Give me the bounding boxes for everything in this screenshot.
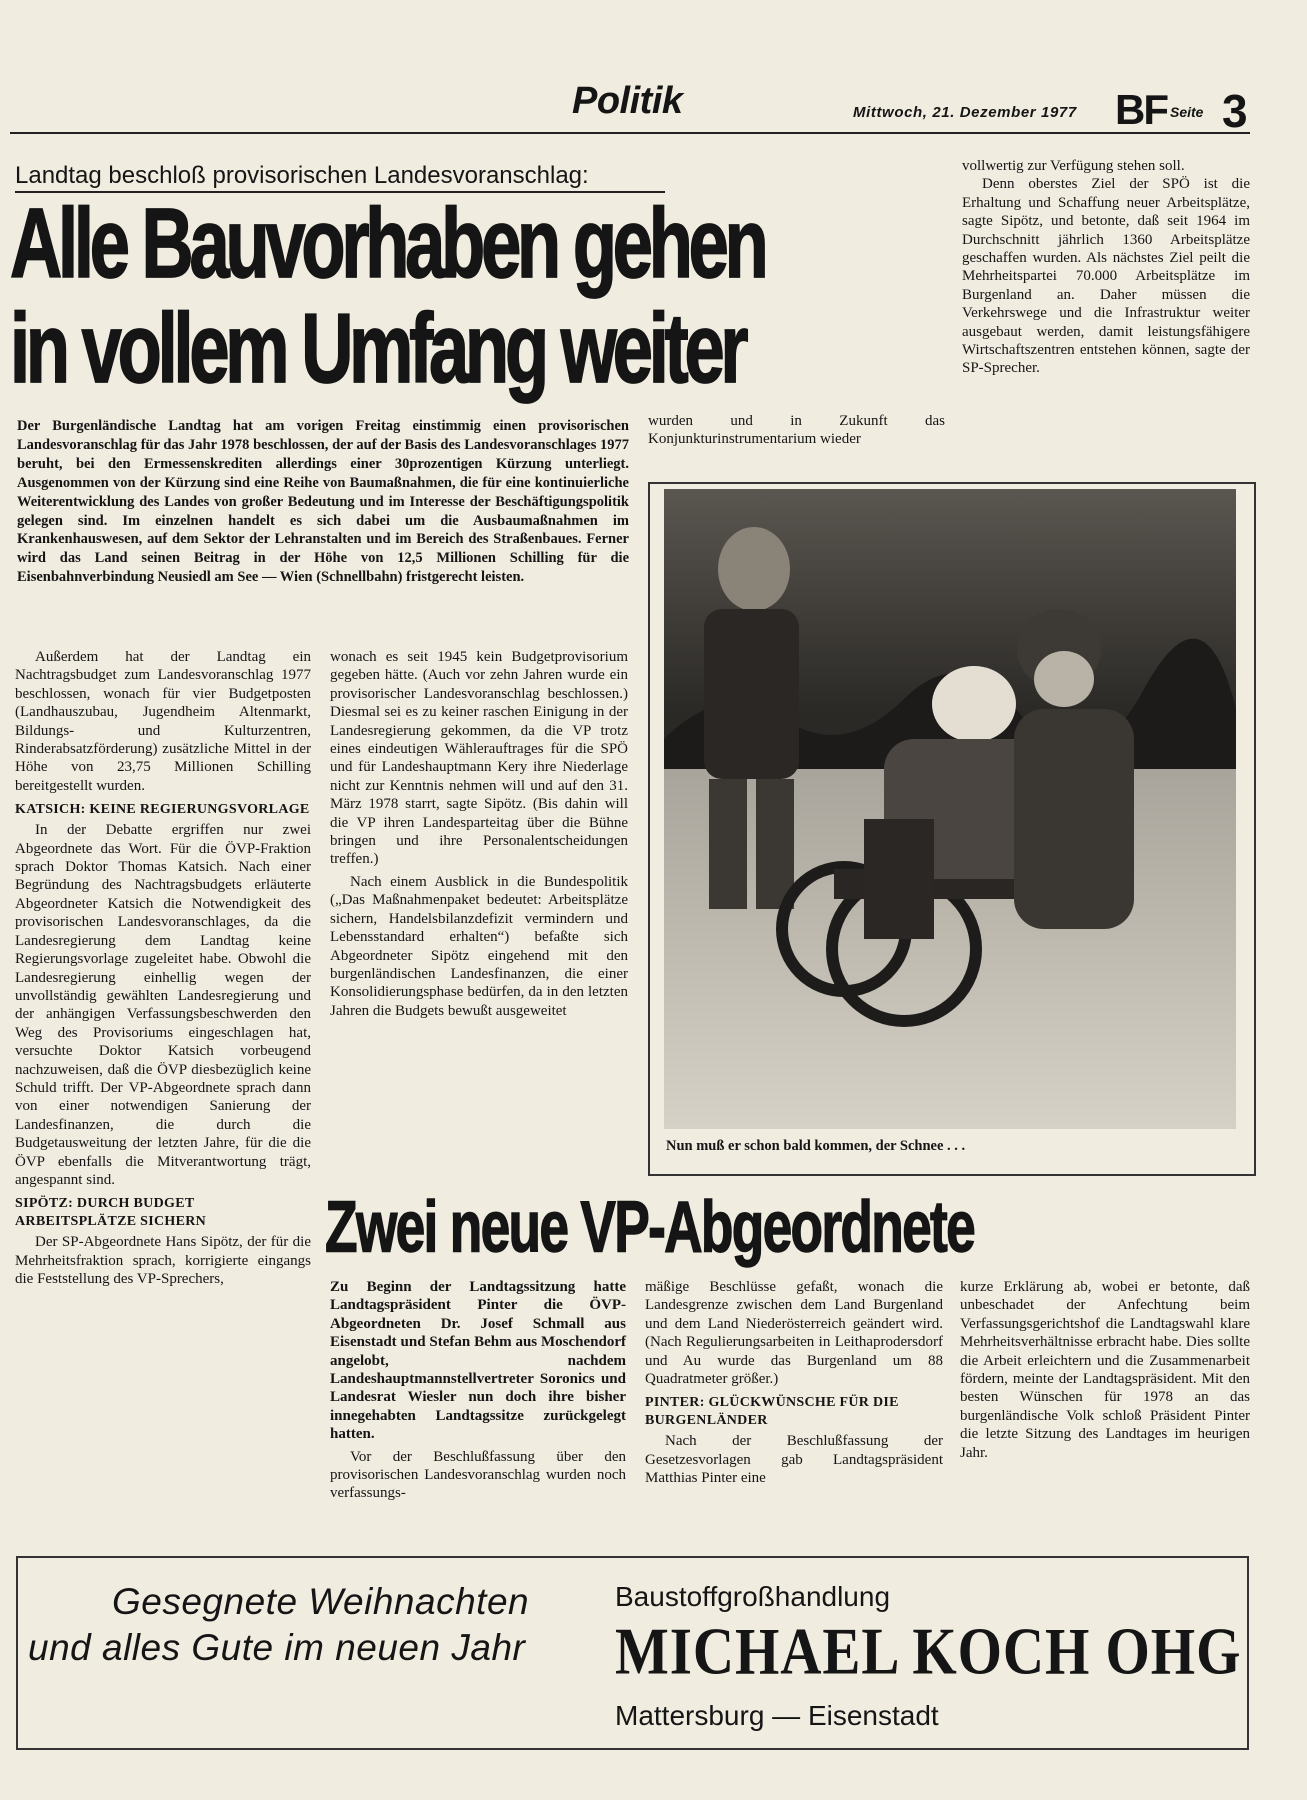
article-kicker: Landtag beschloß provisorischen Landesvoranschlag:: [15, 162, 665, 193]
header-rule: [10, 132, 1250, 134]
paragraph: vollwertig zur Verfügung stehen soll.: [962, 158, 1185, 174]
photo-children-sled: [664, 489, 1236, 1129]
ad-company-name: MICHAEL KOCH OHG: [615, 1615, 1242, 1689]
article2-column-2: [645, 1278, 943, 1488]
paragraph: Vor der Beschlußfassung über den provisorischen Landesvoranschlag wurden noch verfassungs-: [330, 1448, 626, 1502]
ad-business-type: Baustoffgroßhandlung: [615, 1581, 891, 1612]
article2-column-3: kurze Erklärung ab, wobei er betonte, daß unbeschadet der Anfechtung beim Verfassungsgerichtshof die Landtagswahl klare Mehrheitsverhältnisse erbracht habe. Dies sollte die Arbeit erleichtern und die Zusammenarbeit fördern, meinte der Landtagspräsident. Mit den besten Wünschen für 1978 an das burgenländische Volk schloß Präsident Pinter die letzte Sitzung des Landtages im heurigen Jahr.: [960, 1279, 1250, 1461]
paragraph: In der Debatte ergriffen nur zwei Abgeordnete das Wort. Für die ÖVP-Fraktion sprach Doktor Thomas Katsich. Nach einer Begründung des Nachtragsbudgets erläuterte Abgeordneter Katsich die Notwendigkeit des provisorischen Landesvoranschlages, da die Landesregierung dem Landtag keine Regierungsvorlage zugeleitet habe. Obwohl die Landesregierung einhellig wegen der unvollständig gewählten Landesregierung und der anhängigen Verfassungsbeschwerden den Weg des Provisoriums eingeschlagen hat, versuchte Doktor Katsich vorbeugend nachzuweisen, daß die ÖVP diesbezüglich keine Schuld trifft. Der VP-Abgeordnete sprach dann von einer notwendigen Sanierung der Landesfinanzen, die durch die Budgetausweitung der letzten Jahre, für die die ÖVP ebenfalls die Mitverantwortung trägt, angespannt sind.: [15, 822, 311, 1188]
page-number: 3: [1222, 85, 1248, 137]
photo-caption: Nun muß er schon bald kommen, der Schnee . . .: [666, 1138, 966, 1154]
headline-line-1: Alle Bauvorhaben gehen: [10, 189, 765, 299]
paragraph: Nach der Beschlußfassung der Gesetzesvorlagen gab Landtagspräsident Matthias Pinter eine: [645, 1433, 943, 1487]
page-label: Seite: [1170, 104, 1204, 120]
headline-second-article: Zwei neue VP-Abgeordnete: [325, 1187, 975, 1268]
article2-column-1: [330, 1278, 626, 1503]
headline-line-2: in vollem Umfang weiter: [10, 294, 745, 404]
paragraph: Der SP-Abgeordnete Hans Sipötz, der für die Mehrheitsfraktion sprach, korrigierte eingangs die Feststellung des VP-Sprechers,: [15, 1234, 311, 1288]
paragraph: mäßige Beschlüsse gefaßt, wonach die Landesgrenze zwischen dem Land Burgenland und dem Land Niederösterreich geändert wird. (Nach Regulierungsarbeiten in Leithaprodersdorf und Au wurde das Burgenland um 88 Quadratmeter größer.): [645, 1279, 943, 1388]
section-title: Politik: [572, 80, 683, 122]
article-column-1: [15, 648, 311, 1289]
article-column-4: [962, 157, 1250, 378]
ad-locations: Mattersburg — Eisenstadt: [615, 1700, 939, 1731]
ad-greeting-line-1: Gesegnete Weihnachten: [112, 1581, 530, 1622]
article-column-3: wurden und in Zukunft das Konjunkturinstrumentarium wieder: [648, 413, 945, 448]
paragraph: wonach es seit 1945 kein Budgetprovisorium gegeben hätte. (Auch vor zehn Jahren wurde ein provisorischer Landesvoranschlag beschlossen.) Diesmal sei es zu keiner raschen Einigung in der Landesregierung gekommen, da die VP trotz eines eindeutigen Wählerauftrages für die SPÖ und für Landeshauptmann Kery ihre Niederlage nicht zur Kenntnis nehmen will und auf den 31. März 1978 starrt, sagte Sipötz. (Bis dahin will die VP ihren Landesparteitag über die Bühne bringen und ihre Personalentscheidungen treffen.): [330, 649, 628, 868]
article-column-2: [330, 648, 628, 1020]
subheading: KATSICH: KEINE REGIERUNGSVORLAGE: [15, 802, 310, 818]
paragraph-lead: Zu Beginn der Landtagssitzung hatte Landtagspräsident Pinter die ÖVP-Abgeordneten Dr. Josef Schmall aus Eisenstadt und Stefan Behm aus Moschendorf angelobt, nachdem Landeshauptmannstellvertreter Soronics und Landesrat Wiesler nun doch ihre bisher innegehabten Landtagssitze zurückgelegt hatten.: [330, 1279, 626, 1443]
article-lead: Der Burgenländische Landtag hat am vorigen Freitag einstimmig einen provisorischen Landesvoranschlag für das Jahr 1978 beschlossen, der auf der Basis des Landesvoranschlages 1977 beruht, bei den Ermessenskrediten allerdings einer 30prozentigen Kürzung unterliegt. Ausgenommen von der Kürzung sind eine Reihe von Baumaßnahmen, die für eine kontinuierliche Weiterentwicklung des Landes von großer Bedeutung und im Interesse der Beschäftigungspolitik gelegen sind. Im einzelnen handelt es sich dabei um die Ausbaumaßnahmen im Krankenhauswesen, auf dem Sektor der Lehranstalten und im Bereich des Straßenbaues. Ferner wird das Land seinen Beitrag in der Höhe von 12,5 Millionen Schilling für die Eisenbahnverbindung Neusiedl am See — Wien (Schnellbahn) fristgerecht leisten.: [17, 418, 629, 586]
paragraph: Nach einem Ausblick in die Bundespolitik („Das Maßnahmenpaket bedeutet: Arbeitsplätze sichern, Handelsbilanzdefizit vermindern und Lebensstandard erhalten“) befaßte sich Abgeordneter Sipötz eingehend mit den burgenländischen Landesfinanzen, die einer Konsolidierungsphase bedürfen, da in den letzten Jahren die Budgets bewußt ausgeweitet: [330, 873, 628, 1019]
paragraph: Außerdem hat der Landtag ein Nachtragsbudget zum Landesvoranschlag 1977 beschlossen, wonach für vier Budgetposten (Landhauszubau, Jugendheim Altenmarkt, Bildungs- und Kulturzentren, Rinderabsatzförderung) zusätzliche Mittel in der Höhe von 23,75 Millionen Schilling bereitgestellt wurden.: [15, 649, 311, 794]
subheading: PINTER: GLÜCKWÜNSCHE FÜR DIE BURGENLÄNDER: [645, 1395, 899, 1429]
subheading: SIPÖTZ: DURCH BUDGET ARBEITSPLÄTZE SICHERN: [15, 1196, 207, 1230]
paragraph: Denn oberstes Ziel der SPÖ ist die Erhaltung und Schaffung neuer Arbeitsplätze, sagte Sipötz, und betonte, daß seit 1964 im Durchschnitt jährlich 1360 Arbeitsplätze geschaffen wurden. Als nächstes Ziel peilt die Mehrheitspartei 70.000 Arbeitsplätze im Burgenland an. Daher müssen die Verkehrswege und die Infrastruktur weiter ausgebaut werden, damit leistungsfähigere Wirtschaftszentren entstehen können, sagte der SP-Sprecher.: [962, 176, 1250, 377]
newspaper-logo: BF: [1115, 86, 1167, 133]
ad-greeting-line-2: und alles Gute im neuen Jahr: [28, 1627, 526, 1668]
issue-date: Mittwoch, 21. Dezember 1977: [853, 104, 1077, 121]
